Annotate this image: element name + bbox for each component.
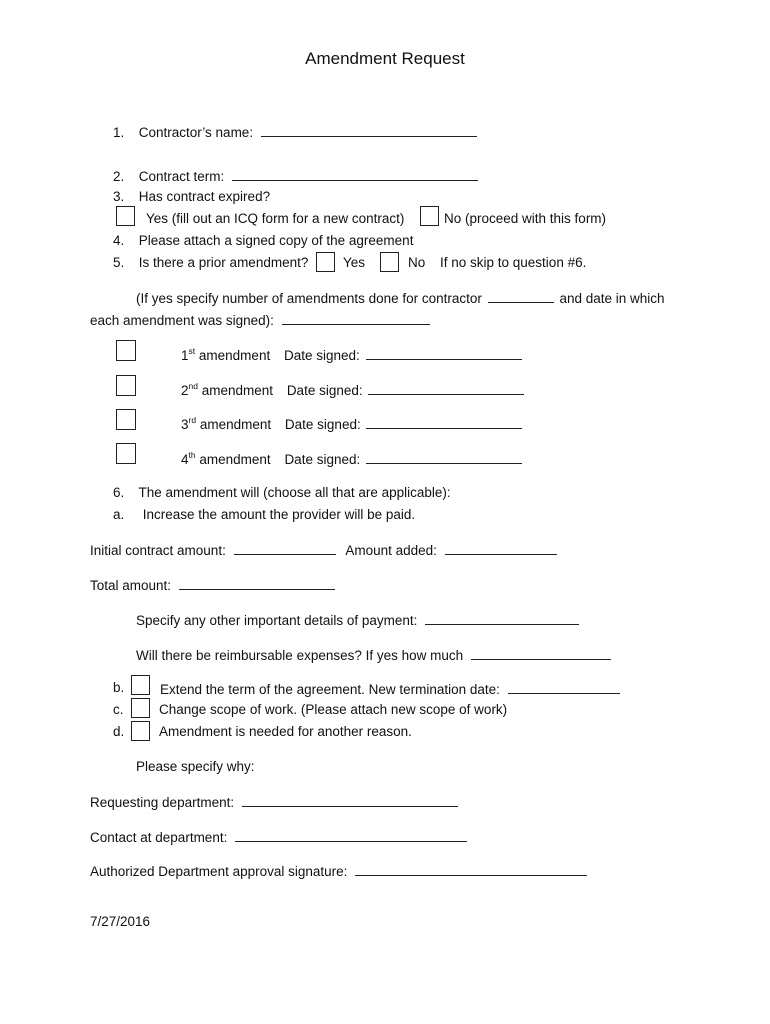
- contact-label: Contact at department:: [90, 830, 228, 845]
- requesting-department-row: [90, 792, 458, 812]
- date-signed-label: Date signed:: [286, 383, 363, 398]
- date-signed-label: Date signed:: [284, 452, 361, 467]
- contractor-name-field[interactable]: [261, 122, 477, 137]
- expired-no-label: No (proceed with this form): [444, 211, 607, 226]
- amount-added-label: Amount added:: [345, 543, 437, 558]
- amendment-number: 3: [181, 417, 189, 432]
- date-signed-label: Date signed:: [283, 348, 360, 363]
- payment-details-field[interactable]: [425, 610, 579, 625]
- termination-date-field[interactable]: [508, 679, 620, 694]
- amendment-label: amendment: [199, 417, 272, 432]
- reimbursable-row: [136, 645, 611, 665]
- amendment-3-date-field[interactable]: [366, 414, 522, 429]
- increase-amount-label: Increase the amount the provider will be paid.: [142, 507, 416, 522]
- expired-no-checkbox[interactable]: [420, 206, 439, 226]
- question-number: 5.: [113, 255, 125, 270]
- extend-term-label: Extend the term of the agreement. New termination date:: [160, 682, 500, 697]
- total-amount-label: Total amount:: [90, 578, 172, 593]
- signature-label: Authorized Department approval signature:: [90, 864, 348, 879]
- contract-term-field[interactable]: [232, 166, 478, 181]
- amendment-1-date-field[interactable]: [366, 345, 522, 360]
- amendment-ordinal: nd: [188, 381, 198, 391]
- amendment-count-label: (If yes specify number of amendments done for contractor: [136, 291, 482, 306]
- amendment-4-date-field[interactable]: [366, 449, 522, 464]
- amendment-number: 4: [181, 452, 189, 467]
- amendment-count-field[interactable]: [488, 288, 554, 303]
- attach-agreement-row: [113, 232, 413, 250]
- prior-amendment-row: [113, 254, 308, 272]
- contact-row: [90, 827, 467, 847]
- other-reason-checkbox[interactable]: [131, 721, 150, 741]
- total-amount-row: [90, 575, 335, 595]
- question-number: 4.: [113, 233, 125, 248]
- question-number: 3.: [113, 189, 125, 204]
- amendment-3-row: [181, 414, 522, 434]
- expired-yes-label: Yes (fill out an ICQ form for a new contract): [146, 211, 405, 226]
- prior-amendment-yes-checkbox[interactable]: [316, 252, 335, 272]
- change-scope-label: Change scope of work. (Please attach new scope of work): [159, 702, 508, 717]
- amendment-4-row: [181, 449, 522, 469]
- amendment-label: amendment: [198, 348, 271, 363]
- reimbursable-label: Will there be reimbursable expenses? If yes how much: [136, 648, 464, 663]
- signature-row: [90, 861, 587, 881]
- amendment-1-row: [181, 345, 522, 365]
- option-letter: d.: [113, 724, 125, 739]
- signature-field[interactable]: [355, 861, 587, 876]
- prior-amendment-no-label: No: [408, 255, 426, 270]
- payment-details-label: Specify any other important details of payment:: [136, 613, 418, 628]
- attach-agreement-label: Please attach a signed copy of the agreement: [138, 233, 414, 248]
- extend-term-checkbox[interactable]: [131, 675, 150, 695]
- initial-amount-label: Initial contract amount:: [90, 543, 226, 558]
- page-title: Amendment Request: [305, 49, 465, 68]
- amendment-purpose-row: [113, 484, 451, 502]
- increase-amount-row: [113, 506, 415, 524]
- amendment-2-row: [181, 380, 524, 400]
- amendment-2-date-field[interactable]: [368, 380, 524, 395]
- amendment-date-label: and date in which: [559, 291, 665, 306]
- payment-details-row: [136, 610, 579, 630]
- contact-field[interactable]: [235, 827, 467, 842]
- contractor-name-row: [113, 122, 477, 142]
- initial-amount-row: [90, 540, 557, 560]
- amendment-count-row: [136, 288, 665, 308]
- option-letter: b.: [113, 680, 125, 695]
- contractor-name-label: Contractor’s name:: [138, 125, 254, 140]
- amendment-signed-label: each amendment was signed):: [90, 313, 274, 328]
- specify-why-label: Please specify why:: [136, 759, 255, 774]
- change-scope-checkbox[interactable]: [131, 698, 150, 718]
- amendment-purpose-label: The amendment will (choose all that are applicable):: [138, 485, 451, 500]
- contract-expired-row: [113, 188, 270, 206]
- contract-expired-label: Has contract expired?: [138, 189, 271, 204]
- prior-amendment-label: Is there a prior amendment?: [138, 255, 309, 270]
- prior-amendment-no-checkbox[interactable]: [380, 252, 399, 272]
- amendment-3-checkbox[interactable]: [116, 409, 136, 430]
- other-reason-label: Amendment is needed for another reason.: [159, 724, 412, 739]
- extend-term-row: [160, 679, 620, 699]
- total-amount-field[interactable]: [179, 575, 335, 590]
- amendment-1-checkbox[interactable]: [116, 340, 136, 361]
- amendment-number: 2: [181, 383, 189, 398]
- amendment-ordinal: rd: [188, 415, 197, 425]
- requesting-department-field[interactable]: [242, 792, 458, 807]
- amendment-signed-field[interactable]: [282, 310, 430, 325]
- reimbursable-field[interactable]: [471, 645, 611, 660]
- amendment-label: amendment: [199, 452, 271, 467]
- option-letter: c.: [113, 702, 124, 717]
- expired-yes-checkbox[interactable]: [116, 206, 135, 226]
- amendment-4-checkbox[interactable]: [116, 443, 136, 464]
- amendment-label: amendment: [201, 383, 274, 398]
- question-number: 2.: [113, 169, 125, 184]
- question-number: 1.: [113, 125, 125, 140]
- amendment-signed-row: [90, 310, 430, 330]
- initial-amount-field[interactable]: [234, 540, 336, 555]
- contract-term-label: Contract term:: [138, 169, 225, 184]
- prior-amendment-yes-label: Yes: [343, 255, 366, 270]
- option-letter: a.: [113, 507, 125, 522]
- amendment-ordinal: st: [188, 346, 196, 356]
- prior-amendment-note: If no skip to question #6.: [440, 255, 587, 270]
- document-date: 7/27/2016: [90, 914, 151, 929]
- amendment-ordinal: th: [188, 450, 196, 460]
- amendment-2-checkbox[interactable]: [116, 375, 136, 396]
- requesting-department-label: Requesting department:: [90, 795, 235, 810]
- amendment-number: 1: [181, 348, 189, 363]
- contract-term-row: [113, 166, 478, 186]
- amount-added-field[interactable]: [445, 540, 557, 555]
- date-signed-label: Date signed:: [284, 417, 361, 432]
- question-number: 6.: [113, 485, 125, 500]
